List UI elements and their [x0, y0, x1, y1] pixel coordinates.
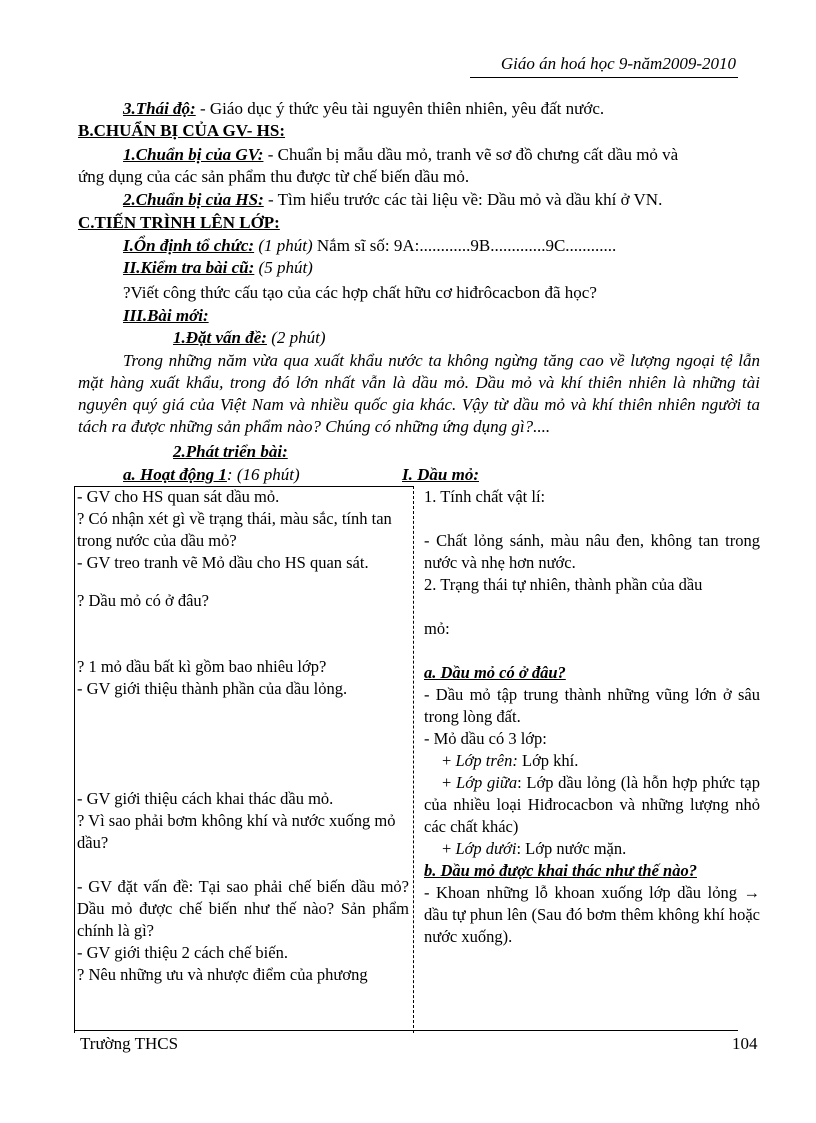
list-item: - Mỏ dầu có 3 lớp: — [424, 729, 547, 748]
org-label: I.Ổn định tổ chức: — [123, 236, 255, 255]
list-item: - GV treo tranh vẽ Mỏ dầu cho HS quan sát. — [77, 553, 369, 572]
new-lesson-heading: III.Bài mới: — [123, 306, 209, 325]
list-item: - GV giới thiệu 2 cách chế biến. — [77, 943, 288, 962]
list-item: - GV giới thiệu cách khai thác dầu mỏ. — [77, 789, 334, 808]
header-title: Giáo án hoá học 9-năm2009-2010 — [500, 54, 736, 73]
gv-prep-line: 1.Chuẩn bị của GV: - Chuẩn bị mẫu dầu mỏ, tranh vẽ sơ đồ chưng cất dầu mỏ và — [123, 145, 679, 164]
intro-paragraph: Trong những năm vừa qua xuất khẩu nước ta không ngừng tăng cao về lượng ngoại tệ lẫn mặt hàng xuất khẩu, trong đó lớn nhất vẫn là dầu mỏ. Dầu mỏ và khí thiên nhiên là những tài nguyên quý giá của Việt Nam và nhiều quốc gia khác. Vậy từ dầu mỏ và khí thiên nhiên người ta tách ra được những sản phẩm nào? Chúng có những ứng dụng gì?.... — [78, 351, 760, 436]
teacher-activity-column — [77, 486, 409, 986]
list-item: 1. Tính chất vật lí: — [424, 487, 546, 506]
list-item: - Chất lỏng sánh, màu nâu đen, không tan trong nước và nhẹ hơn nước. — [424, 531, 760, 572]
attitude-label: 3.Thái độ: — [123, 99, 196, 118]
list-item: ? 1 mỏ dầu bất kì gồm bao nhiêu lớp? — [77, 657, 327, 676]
section-b-heading: B.CHUẨN BỊ CỦA GV- HS: — [78, 121, 286, 140]
page-number: 104 — [732, 1034, 758, 1053]
review-label: II.Kiểm tra bài cũ: — [123, 258, 255, 277]
list-item: b. Dầu mỏ được khai thác như thế nào? — [424, 861, 697, 880]
review-question: ?Viết công thức cấu tạo của các hợp chất hữu cơ hiđrôcacbon đã học? — [123, 283, 597, 302]
section-i-heading: I. Dầu mỏ: — [402, 465, 479, 484]
list-item: - Dầu mỏ tập trung thành những vũng lớn ở sâu trong lòng đất. — [424, 685, 760, 726]
gv-prep-label: 1.Chuẩn bị của GV: — [123, 145, 264, 164]
list-item: + Lớp trên: Lớp khí. — [442, 751, 579, 770]
develop-heading: 2.Phát triển bài: — [173, 442, 288, 461]
attitude-text: - Giáo dục ý thức yêu tài nguyên thiên nhiên, yêu đất nước. — [195, 99, 605, 118]
footer-rule — [74, 1030, 738, 1031]
header-underline — [470, 77, 738, 78]
activity-label: a. Hoạt động 1 — [123, 465, 227, 484]
list-item: ? Nêu những ưu và nhược điểm của phương — [77, 965, 368, 984]
list-item: a. Dầu mỏ có ở đâu? — [424, 663, 566, 682]
activity-heading: a. Hoạt động 1: (16 phút) — [123, 465, 300, 484]
list-item: - GV đặt vấn đề: Tại sao phải chế biến dầu mỏ? Dầu mỏ được chế biến như thế nào? Sản phẩm chính là gì? — [77, 877, 409, 940]
list-item: 2. Trạng thái tự nhiên, thành phần của dầu — [424, 575, 703, 594]
list-item: - Khoan những lỗ khoan xuống lớp dầu lỏng → dầu tự phun lên (Sau đó bơm thêm không khí hoặc nước xuống). — [424, 883, 760, 946]
gv-prep-line-2: ứng dụng của các sản phẩm thu được từ chế biến dầu mỏ. — [78, 167, 470, 186]
footer-school: Trường THCS — [80, 1034, 179, 1053]
attitude-line — [78, 98, 783, 120]
list-item: + Lớp giữa: Lớp dầu lỏng (là hỗn hợp phức tạp của nhiều loại Hiđrocacbon và những lượng nhỏ các chất khác) — [424, 773, 760, 836]
section-c-heading: C.TIẾN TRÌNH LÊN LỚP: — [78, 213, 280, 232]
content-column — [424, 486, 760, 948]
org-line: I.Ổn định tổ chức: (1 phút) Nắm sĩ số: 9A:............9B.............9C............ — [123, 236, 617, 255]
list-item: - GV cho HS quan sát dầu mỏ. — [77, 487, 280, 506]
list-item: + Lớp dưới: Lớp nước mặn. — [442, 839, 627, 858]
list-item: ? Dầu mỏ có ở đâu? — [77, 591, 209, 610]
list-item: ? Vì sao phải bơm không khí và nước xuống mỏ dầu? — [77, 811, 396, 852]
review-line: II.Kiểm tra bài cũ: (5 phút) — [123, 258, 313, 277]
hs-prep-label: 2.Chuẩn bị của HS: — [123, 190, 264, 209]
hs-prep-line: 2.Chuẩn bị của HS: - Tìm hiểu trước các tài liệu về: Dầu mỏ và dầu khí ở VN. — [123, 190, 663, 209]
intro-label: 1.Đặt vấn đề: — [173, 328, 267, 347]
list-item: - GV giới thiệu thành phần của dầu lỏng. — [77, 679, 348, 698]
list-item: mỏ: — [424, 619, 450, 638]
intro-line: 1.Đặt vấn đề: (2 phút) — [173, 328, 326, 347]
list-item: ? Có nhận xét gì về trạng thái, màu sắc, tính tan trong nước của dầu mỏ? — [77, 509, 392, 550]
